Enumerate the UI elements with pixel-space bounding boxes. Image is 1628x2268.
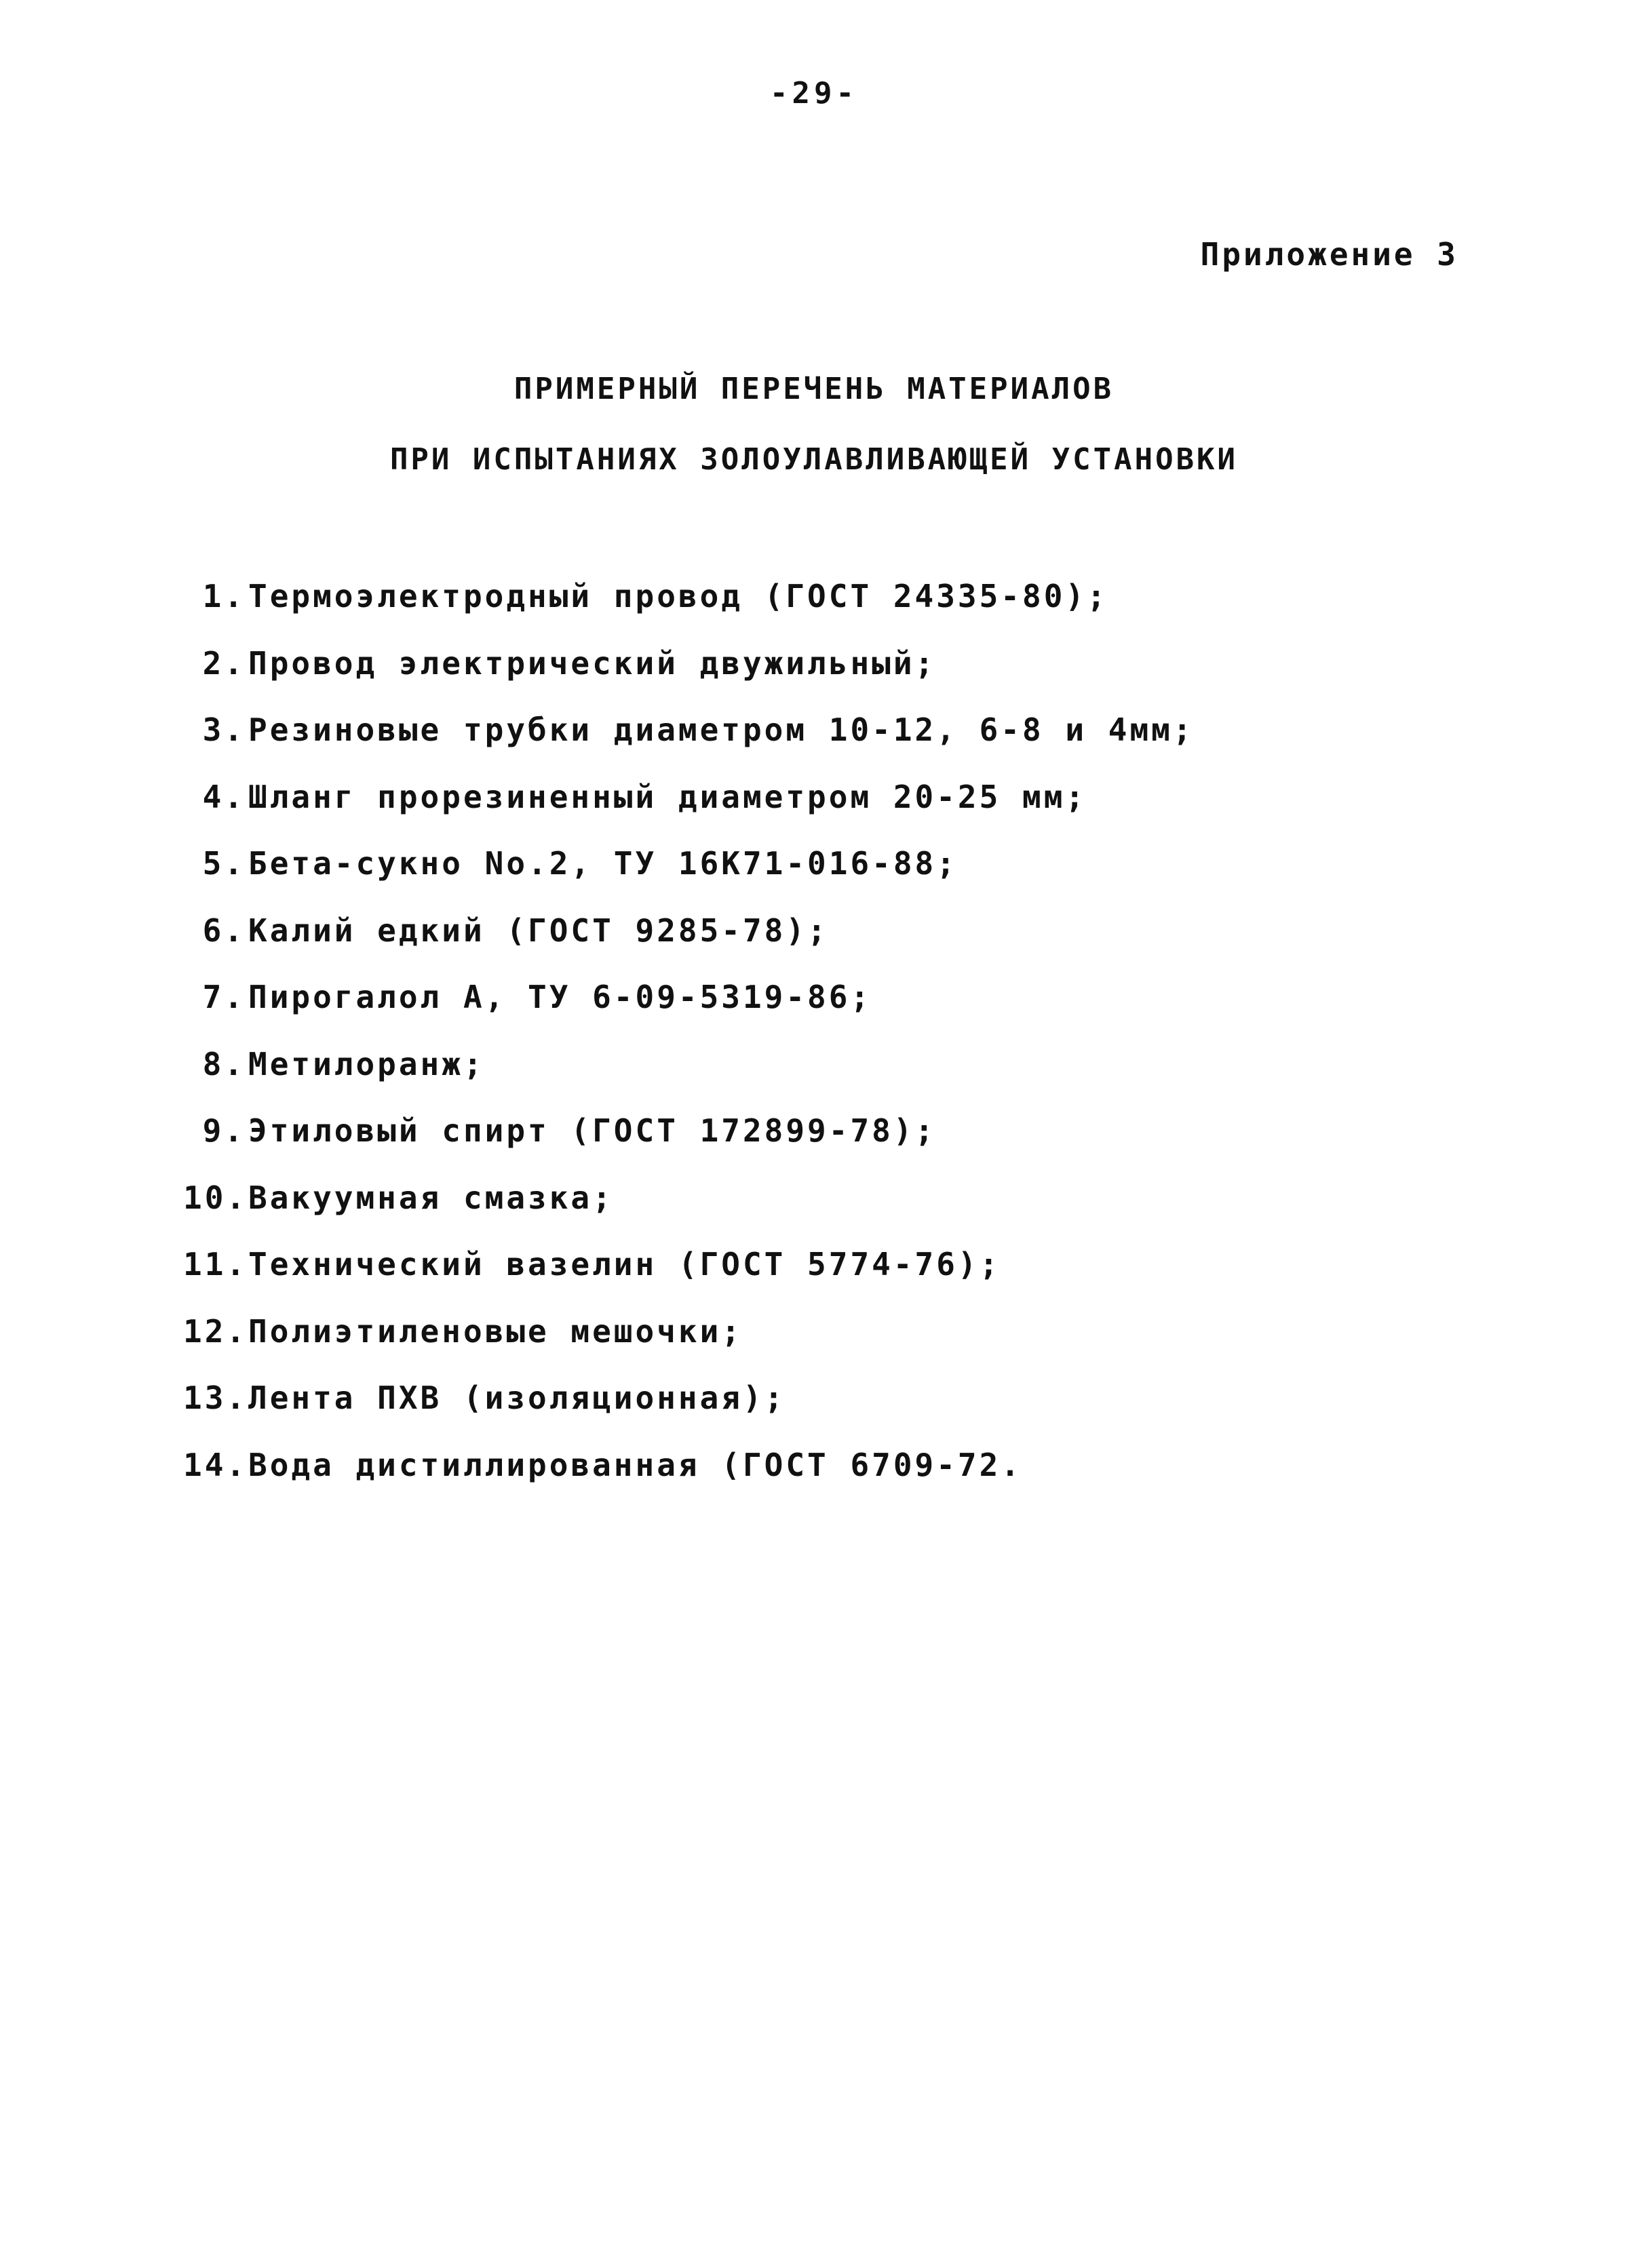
list-item xyxy=(183,779,1195,846)
page-number: -29- xyxy=(770,76,858,111)
item-text: Этиловый спирт (ГОСТ 172899-78); xyxy=(248,1112,937,1149)
list-item xyxy=(183,711,1195,779)
list-item xyxy=(183,1380,1195,1447)
list-item xyxy=(183,979,1195,1046)
item-text: Калий едкий (ГОСТ 9285-78); xyxy=(248,912,829,949)
item-number: 8. xyxy=(202,1045,246,1082)
list-item xyxy=(183,1313,1195,1380)
document-title-line-2: ПРИ ИСПЫТАНИЯХ ЗОЛОУЛАВЛИВАЮЩЕЙ УСТАНОВКИ xyxy=(389,442,1239,477)
item-number: 3. xyxy=(202,711,246,748)
item-number: 9. xyxy=(202,1112,246,1149)
item-number: 12. xyxy=(183,1312,248,1350)
item-text: Вакуумная смазка; xyxy=(248,1179,614,1216)
item-text: Резиновые трубки диаметром 10-12, 6-8 и 4мм; xyxy=(248,711,1195,748)
list-item xyxy=(183,1179,1195,1247)
list-item xyxy=(183,912,1195,979)
list-item xyxy=(183,645,1195,712)
document-title-line-1: ПРИМЕРНЫЙ ПЕРЕЧЕНЬ МАТЕРИАЛОВ xyxy=(513,372,1115,406)
item-number: 1. xyxy=(202,578,246,614)
item-number: 14. xyxy=(183,1446,248,1483)
item-number: 11. xyxy=(183,1246,248,1283)
materials-list xyxy=(183,578,1195,1513)
list-item xyxy=(183,1046,1195,1113)
list-item xyxy=(183,1112,1195,1179)
item-text: Бета-сукно No.2, ТУ 16К71-016-88; xyxy=(248,845,958,882)
item-text: Пирогалол А, ТУ 6-09-5319-86; xyxy=(248,979,872,1015)
item-text: Термоэлектродный провод (ГОСТ 24335-80); xyxy=(248,578,1108,614)
item-text: Провод электрический двужильный; xyxy=(248,644,937,682)
list-item xyxy=(183,1447,1195,1514)
item-number: 5. xyxy=(202,845,246,882)
item-text: Метилоранж; xyxy=(248,1045,485,1082)
item-number: 2. xyxy=(202,644,246,682)
item-number: 4. xyxy=(202,778,246,815)
item-text: Вода дистиллированная (ГОСТ 6709-72. xyxy=(248,1446,1022,1483)
item-text: Лента ПХВ (изоляционная); xyxy=(248,1380,786,1416)
item-number: 13. xyxy=(183,1380,248,1416)
item-number: 6. xyxy=(202,912,246,949)
item-text: Полиэтиленовые мешочки; xyxy=(248,1312,743,1350)
list-item xyxy=(183,1246,1195,1313)
item-number: 10. xyxy=(183,1179,248,1216)
item-text: Технический вазелин (ГОСТ 5774-76); xyxy=(248,1246,1001,1283)
list-item xyxy=(183,845,1195,912)
item-text: Шланг прорезиненный диаметром 20-25 мм; xyxy=(248,778,1087,815)
item-number: 7. xyxy=(202,979,246,1015)
list-item xyxy=(183,578,1195,645)
appendix-label: Приложение 3 xyxy=(1200,236,1458,273)
